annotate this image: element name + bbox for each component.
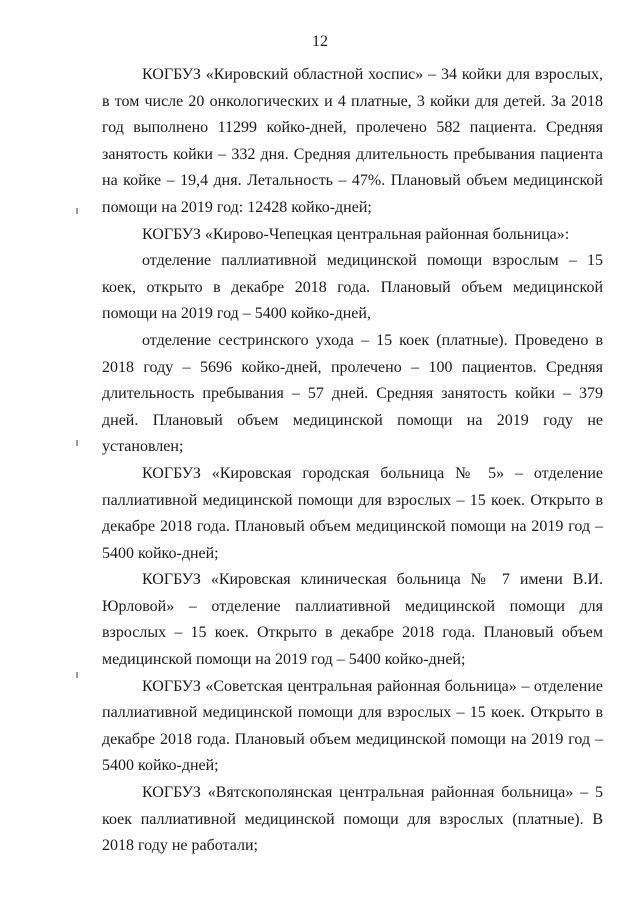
scan-mark (76, 208, 78, 214)
page-number: 12 (312, 33, 328, 50)
paragraph-palliative-department: отделение паллиативной медицинской помощи взрослым – 15 коек, открыто в декабре 2018 года. Плановый объем медицинской помощи на 2019 год – 5400 койко-дней, (102, 252, 603, 323)
document-body (102, 62, 603, 860)
paragraph-city-hospital-5: КОГБУЗ «Кировская городская больница № 5» – отделение паллиативной медицинской помощи для взрослых – 15 коек. Открыто в декабре 2018 года. Плановый объем медицинской помощи на 2019 год – 5400 койко-дней; (102, 464, 603, 562)
scan-mark (76, 440, 78, 446)
paragraph-hospice: КОГБУЗ «Кировский областной хоспис» – 34 койки для взрослых, в том числе 20 онкологических и 4 платные, 3 койки для детей. За 2018 год выполнено 11299 койко-дней, пролечено 582 пациента. Средняя занятость койки – 332 дня. Средняя длительность пребывания пациента на койке – 19,4 дня. Летальность – 47%. Плановый объем медицинской помощи на 2019 год: 12428 койко-дней; (102, 66, 603, 216)
paragraph-clinical-hospital-7: КОГБУЗ «Кировская клиническая больница № 7 имени В.И. Юрловой» – отделение паллиативной медицинской помощи для взрослых – 15 коек. Открыто в декабре 2018 года. Плановый объем медицинской помощи на 2019 год – 5400 койко-дней; (102, 571, 603, 669)
paragraph-sovetsk-hospital: КОГБУЗ «Советская центральная районная больница» – отделение паллиативной медицинской помощи для взрослых – 15 коек. Открыто в декабре 2018 года. Плановый объем медицинской помощи на 2019 год – 5400 койко-дней; (102, 677, 603, 775)
paragraph-vyatskiye-polyany-hospital: КОГБУЗ «Вятскополянская центральная районная больница» – 5 коек паллиативной медицинской помощи для взрослых (платные). В 2018 году не работали; (102, 784, 603, 855)
paragraph-kirovo-chepetsk-header: КОГБУЗ «Кирово-Чепецкая центральная районная больница»: (142, 225, 570, 243)
paragraph-nursing-department: отделение сестринского ухода – 15 коек (платные). Проведено в 2018 году – 5696 койко-дней, пролечено – 100 пациентов. Средняя длительность пребывания – 57 дней. Средняя занятость койки – 379 дней. Плановый объем медицинской помощи на 2019 году не установлен; (102, 331, 603, 456)
scan-mark (76, 672, 78, 678)
